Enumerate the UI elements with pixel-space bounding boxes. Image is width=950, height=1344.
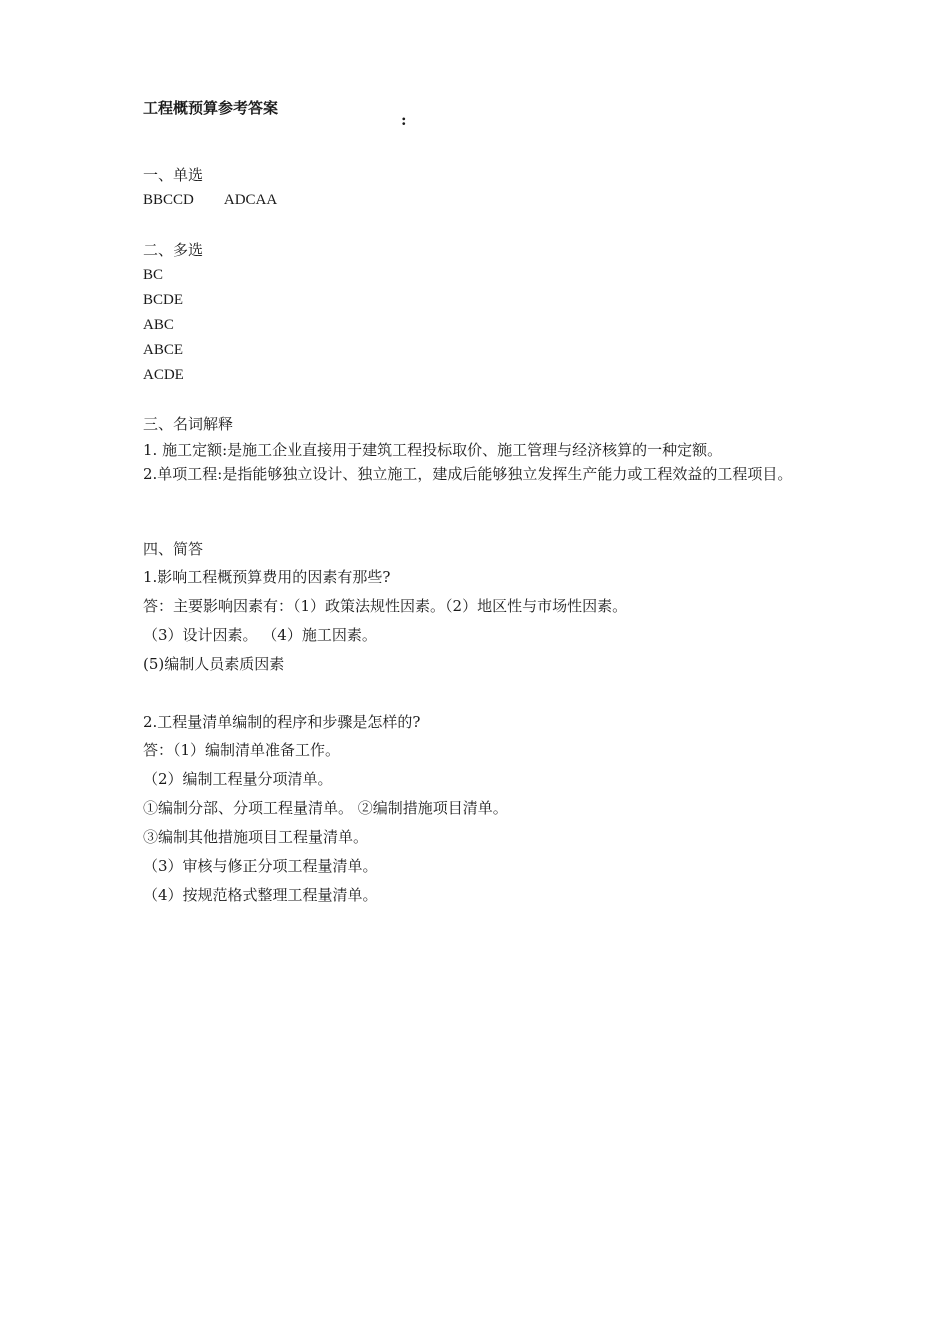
- section-heading-multi: 二、多选: [143, 241, 204, 259]
- answer-line: (5)编制人员素质因素: [143, 655, 285, 673]
- stray-mark: :: [401, 111, 407, 129]
- single-answer-group-a: BBCCD: [143, 192, 194, 208]
- term-definition: 2.单项工程:是指能够独立设计、独立施工，建成后能够独立发挥生产能力或工程效益的工程项目。: [143, 465, 793, 483]
- section-heading-single: 一、单选: [143, 166, 204, 184]
- question: 2.工程量清单编制的程序和步骤是怎样的?: [143, 713, 421, 731]
- answer-line: （3）审核与修正分项工程量清单。: [143, 857, 378, 875]
- multi-answer: ABC: [143, 317, 174, 333]
- answer-line: ①编制分部、分项工程量清单。 ②编制措施项目清单。: [143, 799, 508, 817]
- multi-answer: BC: [143, 267, 164, 283]
- multi-answer: ABCE: [143, 342, 184, 358]
- answer-line: ③编制其他措施项目工程量清单。: [143, 828, 369, 846]
- answer-line: （3）设计因素。 （4）施工因素。: [143, 626, 377, 644]
- section-heading-short: 四、简答: [143, 540, 204, 558]
- single-answers: [143, 190, 277, 210]
- multi-answer: BCDE: [143, 292, 184, 308]
- answer-line: 答：主要影响因素有：（1）政策法规性因素。（2）地区性与市场性因素。: [143, 597, 628, 615]
- single-answer-group-b: ADCAA: [223, 192, 278, 208]
- multi-answer: ACDE: [143, 367, 184, 383]
- section-heading-terms: 三、名词解释: [143, 415, 234, 433]
- question: 1.影响工程概预算费用的因素有那些?: [143, 568, 391, 586]
- answer-line: （2）编制工程量分项清单。: [143, 770, 333, 788]
- answer-line: 答：（1）编制清单准备工作。: [143, 741, 341, 759]
- answer-line: （4）按规范格式整理工程量清单。: [143, 886, 378, 904]
- term-definition: 1. 施工定额:是施工企业直接用于建筑工程投标取价、施工管理与经济核算的一种定额。: [143, 441, 723, 459]
- document-title: 工程概预算参考答案: [143, 99, 279, 117]
